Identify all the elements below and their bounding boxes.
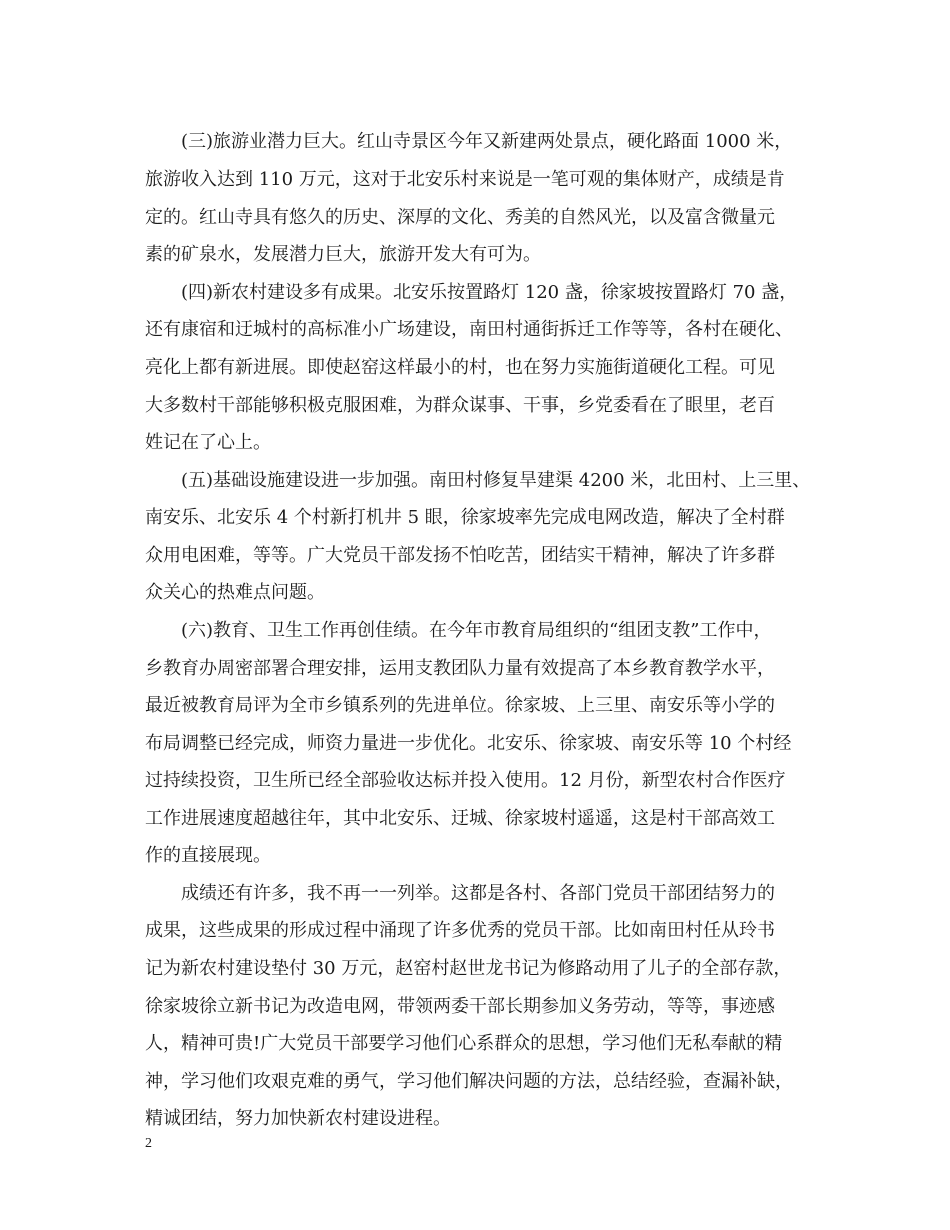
paragraph-3-line-4: 素的矿泉水，发展潜力巨大，旅游开发大有可为。 <box>145 244 541 265</box>
paragraph-7-line-4: 徐家坡徐立新书记为改造电网，带领两委干部长期参加义务劳动，等等，事迹感 <box>145 996 775 1017</box>
paragraph-6-line-4: 布局调整已经完成，师资力量进一步优化。北安乐、徐家坡、南安乐等 10 个村经 <box>145 733 792 754</box>
paragraph-5-line-2: 南安乐、北安乐 4 个村新打机井 5 眼，徐家坡率先完成电网改造，解决了全村群 <box>145 507 785 528</box>
paragraph-6-line-3: 最近被教育局评为全市乡镇系列的先进单位。徐家坡、上三里、南安乐等小学的 <box>145 695 775 716</box>
paragraph-7-line-6: 神，学习他们攻艰克难的勇气，学习他们解决问题的方法，总结经验，查漏补缺， <box>145 1071 793 1092</box>
paragraph-3-line-2: 旅游收入达到 110 万元，这对于北安乐村来说是一笔可观的集体财产，成绩是肯 <box>145 169 785 190</box>
paragraph-6-line-7: 作的直接展现。 <box>145 845 271 866</box>
paragraph-7-line-7: 精诚团结，努力加快新农村建设进程。 <box>145 1108 451 1129</box>
paragraph-3-line-1: (三)旅游业潜力巨大。红山寺景区今年又新建两处景点，硬化路面 1000 米， <box>181 131 793 152</box>
paragraph-4-line-5: 姓记在了心上。 <box>145 432 271 453</box>
paragraph-5-line-1: (五)基础设施建设进一步加强。南田村修复旱建渠 4200 米，北田村、上三里、 <box>181 470 811 491</box>
paragraph-4-line-1: (四)新农村建设多有成果。北安乐按置路灯 120 盏，徐家坡按置路灯 70 盏， <box>181 282 798 303</box>
paragraph-7-line-3: 记为新农村建设垫付 30 万元，赵窑村赵世龙书记为修路动用了儿子的全部存款， <box>145 958 792 979</box>
paragraph-6-line-1: (六)教育、卫生工作再创佳绩。在今年市教育局组织的“组团支教”工作中， <box>181 620 772 641</box>
paragraph-5-line-3: 众用电困难，等等。广大党员干部发扬不怕吃苦，团结实干精神，解决了许多群 <box>145 545 775 566</box>
paragraph-3-line-3: 定的。红山寺具有悠久的历史、深厚的文化、秀美的自然风光，以及富含微量元 <box>145 207 775 228</box>
paragraph-6-line-2: 乡教育办周密部署合理安排，运用支教团队力量有效提高了本乡教育教学水平， <box>145 658 775 679</box>
paragraph-7-line-1: 成绩还有许多，我不再一一列举。这都是各村、各部门党员干部团结努力的 <box>181 883 775 904</box>
paragraph-5-line-4: 众关心的热难点问题。 <box>145 582 325 603</box>
paragraph-6-line-6: 工作进展速度超越往年，其中北安乐、迂城、徐家坡村遥遥，这是村干部高效工 <box>145 808 775 829</box>
paragraph-4-line-2: 还有康宿和迂城村的高标准小广场建设，南田村通街拆迁工作等等，各村在硬化、 <box>145 319 793 340</box>
paragraph-7-line-2: 成果，这些成果的形成过程中涌现了许多优秀的党员干部。比如南田村任从玲书 <box>145 920 775 941</box>
paragraph-4-line-4: 大多数村干部能够积极克服困难，为群众谋事、干事，乡党委看在了眼里，老百 <box>145 395 775 416</box>
paragraph-4-line-3: 亮化上都有新进展。即使赵窑这样最小的村，也在努力实施街道硬化工程。可见 <box>145 357 775 378</box>
paragraph-7-line-5: 人，精神可贵!广大党员干部要学习他们心系群众的思想，学习他们无私奉献的精 <box>145 1033 783 1054</box>
page-number: 2 <box>145 1136 152 1151</box>
paragraph-6-line-5: 过持续投资，卫生所已经全部验收达标并投入使用。12 月份，新型农村合作医疗 <box>145 770 786 791</box>
